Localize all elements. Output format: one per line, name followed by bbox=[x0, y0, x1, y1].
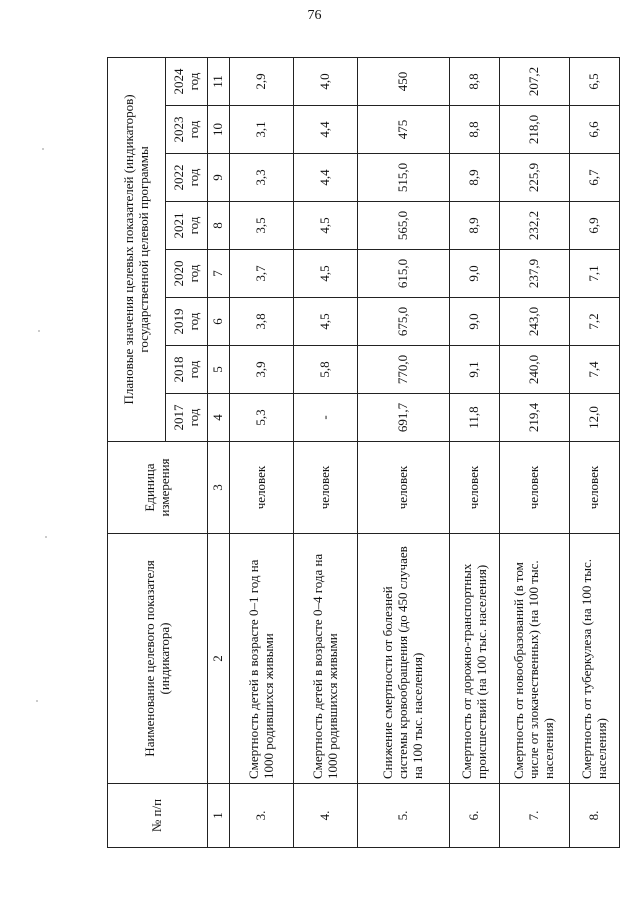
row-value: 450 bbox=[358, 57, 450, 105]
row-value: 6,9 bbox=[570, 202, 620, 250]
table-index-row bbox=[208, 57, 230, 847]
row-value: 4,5 bbox=[294, 250, 358, 298]
index-cell: 8 bbox=[208, 202, 230, 250]
row-value: 3,3 bbox=[230, 154, 294, 202]
index-cell: 5 bbox=[208, 346, 230, 394]
row-unit: человек bbox=[358, 442, 450, 534]
row-value: 4,4 bbox=[294, 154, 358, 202]
scan-speck bbox=[42, 148, 44, 150]
row-value: 3,9 bbox=[230, 346, 294, 394]
row-value: 4,0 bbox=[294, 57, 358, 105]
row-value: 4,5 bbox=[294, 298, 358, 346]
targets-table bbox=[107, 57, 620, 848]
row-value: - bbox=[294, 394, 358, 442]
scan-speck bbox=[45, 536, 47, 538]
index-cell: 2 bbox=[208, 534, 230, 784]
row-num: 7. bbox=[500, 784, 570, 848]
row-value: 8,8 bbox=[450, 57, 500, 105]
row-value: 565,0 bbox=[358, 202, 450, 250]
row-value: 218,0 bbox=[500, 106, 570, 154]
row-value: 6,7 bbox=[570, 154, 620, 202]
header-planned-values: Плановые значения целевых показателей (индикаторов) государственной целевой программы bbox=[108, 57, 166, 441]
row-indicator-name: Снижение смертности от болезней системы кровообращения (до 450 случаев на 100 тыс. населения) bbox=[358, 534, 450, 784]
row-value: 6,5 bbox=[570, 57, 620, 105]
row-value: 3,8 bbox=[230, 298, 294, 346]
row-unit: человек bbox=[570, 442, 620, 534]
row-value: 3,1 bbox=[230, 106, 294, 154]
row-value: 7,4 bbox=[570, 346, 620, 394]
row-value: 2,9 bbox=[230, 57, 294, 105]
row-value: 3,7 bbox=[230, 250, 294, 298]
row-value: 675,0 bbox=[358, 298, 450, 346]
row-value: 4,4 bbox=[294, 106, 358, 154]
row-unit: человек bbox=[450, 442, 500, 534]
row-num: 5. bbox=[358, 784, 450, 848]
header-year: 2020 год bbox=[166, 250, 208, 298]
row-unit: человек bbox=[230, 442, 294, 534]
row-value: 4,5 bbox=[294, 202, 358, 250]
header-year: 2024 год bbox=[166, 57, 208, 105]
table-row bbox=[500, 57, 570, 847]
row-value: 770,0 bbox=[358, 346, 450, 394]
table-header-row bbox=[108, 57, 166, 847]
row-value: 232,2 bbox=[500, 202, 570, 250]
row-value: 8,9 bbox=[450, 202, 500, 250]
row-indicator-name: Смертность детей в возрасте 0–1 год на 1000 родившихся живыми bbox=[230, 534, 294, 784]
page-number: 76 bbox=[307, 8, 322, 23]
table-row bbox=[358, 57, 450, 847]
row-value: 7,1 bbox=[570, 250, 620, 298]
table-row bbox=[294, 57, 358, 847]
row-value: 225,9 bbox=[500, 154, 570, 202]
row-num: 8. bbox=[570, 784, 620, 848]
row-value: 691,7 bbox=[358, 394, 450, 442]
row-unit: человек bbox=[294, 442, 358, 534]
row-value: 8,8 bbox=[450, 106, 500, 154]
index-cell: 1 bbox=[208, 784, 230, 848]
index-cell: 9 bbox=[208, 154, 230, 202]
row-value: 9,1 bbox=[450, 346, 500, 394]
header-year: 2017 год bbox=[166, 394, 208, 442]
row-num: 4. bbox=[294, 784, 358, 848]
index-cell: 3 bbox=[208, 442, 230, 534]
header-year: 2018 год bbox=[166, 346, 208, 394]
row-indicator-name: Смертность от туберкулеза (на 100 тыс. населения) bbox=[570, 534, 620, 784]
index-cell: 7 bbox=[208, 250, 230, 298]
header-year: 2022 год bbox=[166, 154, 208, 202]
row-value: 11,8 bbox=[450, 394, 500, 442]
row-value: 207,2 bbox=[500, 57, 570, 105]
row-value: 243,0 bbox=[500, 298, 570, 346]
row-value: 5,3 bbox=[230, 394, 294, 442]
row-unit: человек bbox=[500, 442, 570, 534]
table-row bbox=[570, 57, 620, 847]
row-value: 9,0 bbox=[450, 250, 500, 298]
row-indicator-name: Смертность от новообразований (в том числе от злокачественных) (на 100 тыс. населения) bbox=[500, 534, 570, 784]
table-row bbox=[450, 57, 500, 847]
row-num: 3. bbox=[230, 784, 294, 848]
row-value: 5,8 bbox=[294, 346, 358, 394]
row-num: 6. bbox=[450, 784, 500, 848]
row-value: 3,5 bbox=[230, 202, 294, 250]
row-value: 515,0 bbox=[358, 154, 450, 202]
row-value: 237,9 bbox=[500, 250, 570, 298]
rotated-table-container bbox=[107, 58, 612, 848]
row-value: 475 bbox=[358, 106, 450, 154]
index-cell: 4 bbox=[208, 394, 230, 442]
index-cell: 6 bbox=[208, 298, 230, 346]
scan-speck bbox=[38, 330, 40, 332]
row-indicator-name: Смертность от дорожно-транспортных происшествий (на 100 тыс. населения) bbox=[450, 534, 500, 784]
row-value: 12,0 bbox=[570, 394, 620, 442]
index-cell: 10 bbox=[208, 106, 230, 154]
row-value: 6,6 bbox=[570, 106, 620, 154]
header-num: № п/п bbox=[108, 784, 208, 848]
header-name: Наименование целевого показателя (индикатора) bbox=[108, 534, 208, 784]
scan-speck bbox=[36, 700, 38, 702]
index-cell: 11 bbox=[208, 57, 230, 105]
header-year: 2019 год bbox=[166, 298, 208, 346]
row-value: 9,0 bbox=[450, 298, 500, 346]
row-indicator-name: Смертность детей в возрасте 0–4 года на 1000 родившихся живыми bbox=[294, 534, 358, 784]
row-value: 8,9 bbox=[450, 154, 500, 202]
header-year: 2021 год bbox=[166, 202, 208, 250]
row-value: 7,2 bbox=[570, 298, 620, 346]
row-value: 615,0 bbox=[358, 250, 450, 298]
row-value: 240,0 bbox=[500, 346, 570, 394]
header-unit: Единица измерения bbox=[108, 442, 208, 534]
header-year: 2023 год bbox=[166, 106, 208, 154]
table-row bbox=[230, 57, 294, 847]
row-value: 219,4 bbox=[500, 394, 570, 442]
